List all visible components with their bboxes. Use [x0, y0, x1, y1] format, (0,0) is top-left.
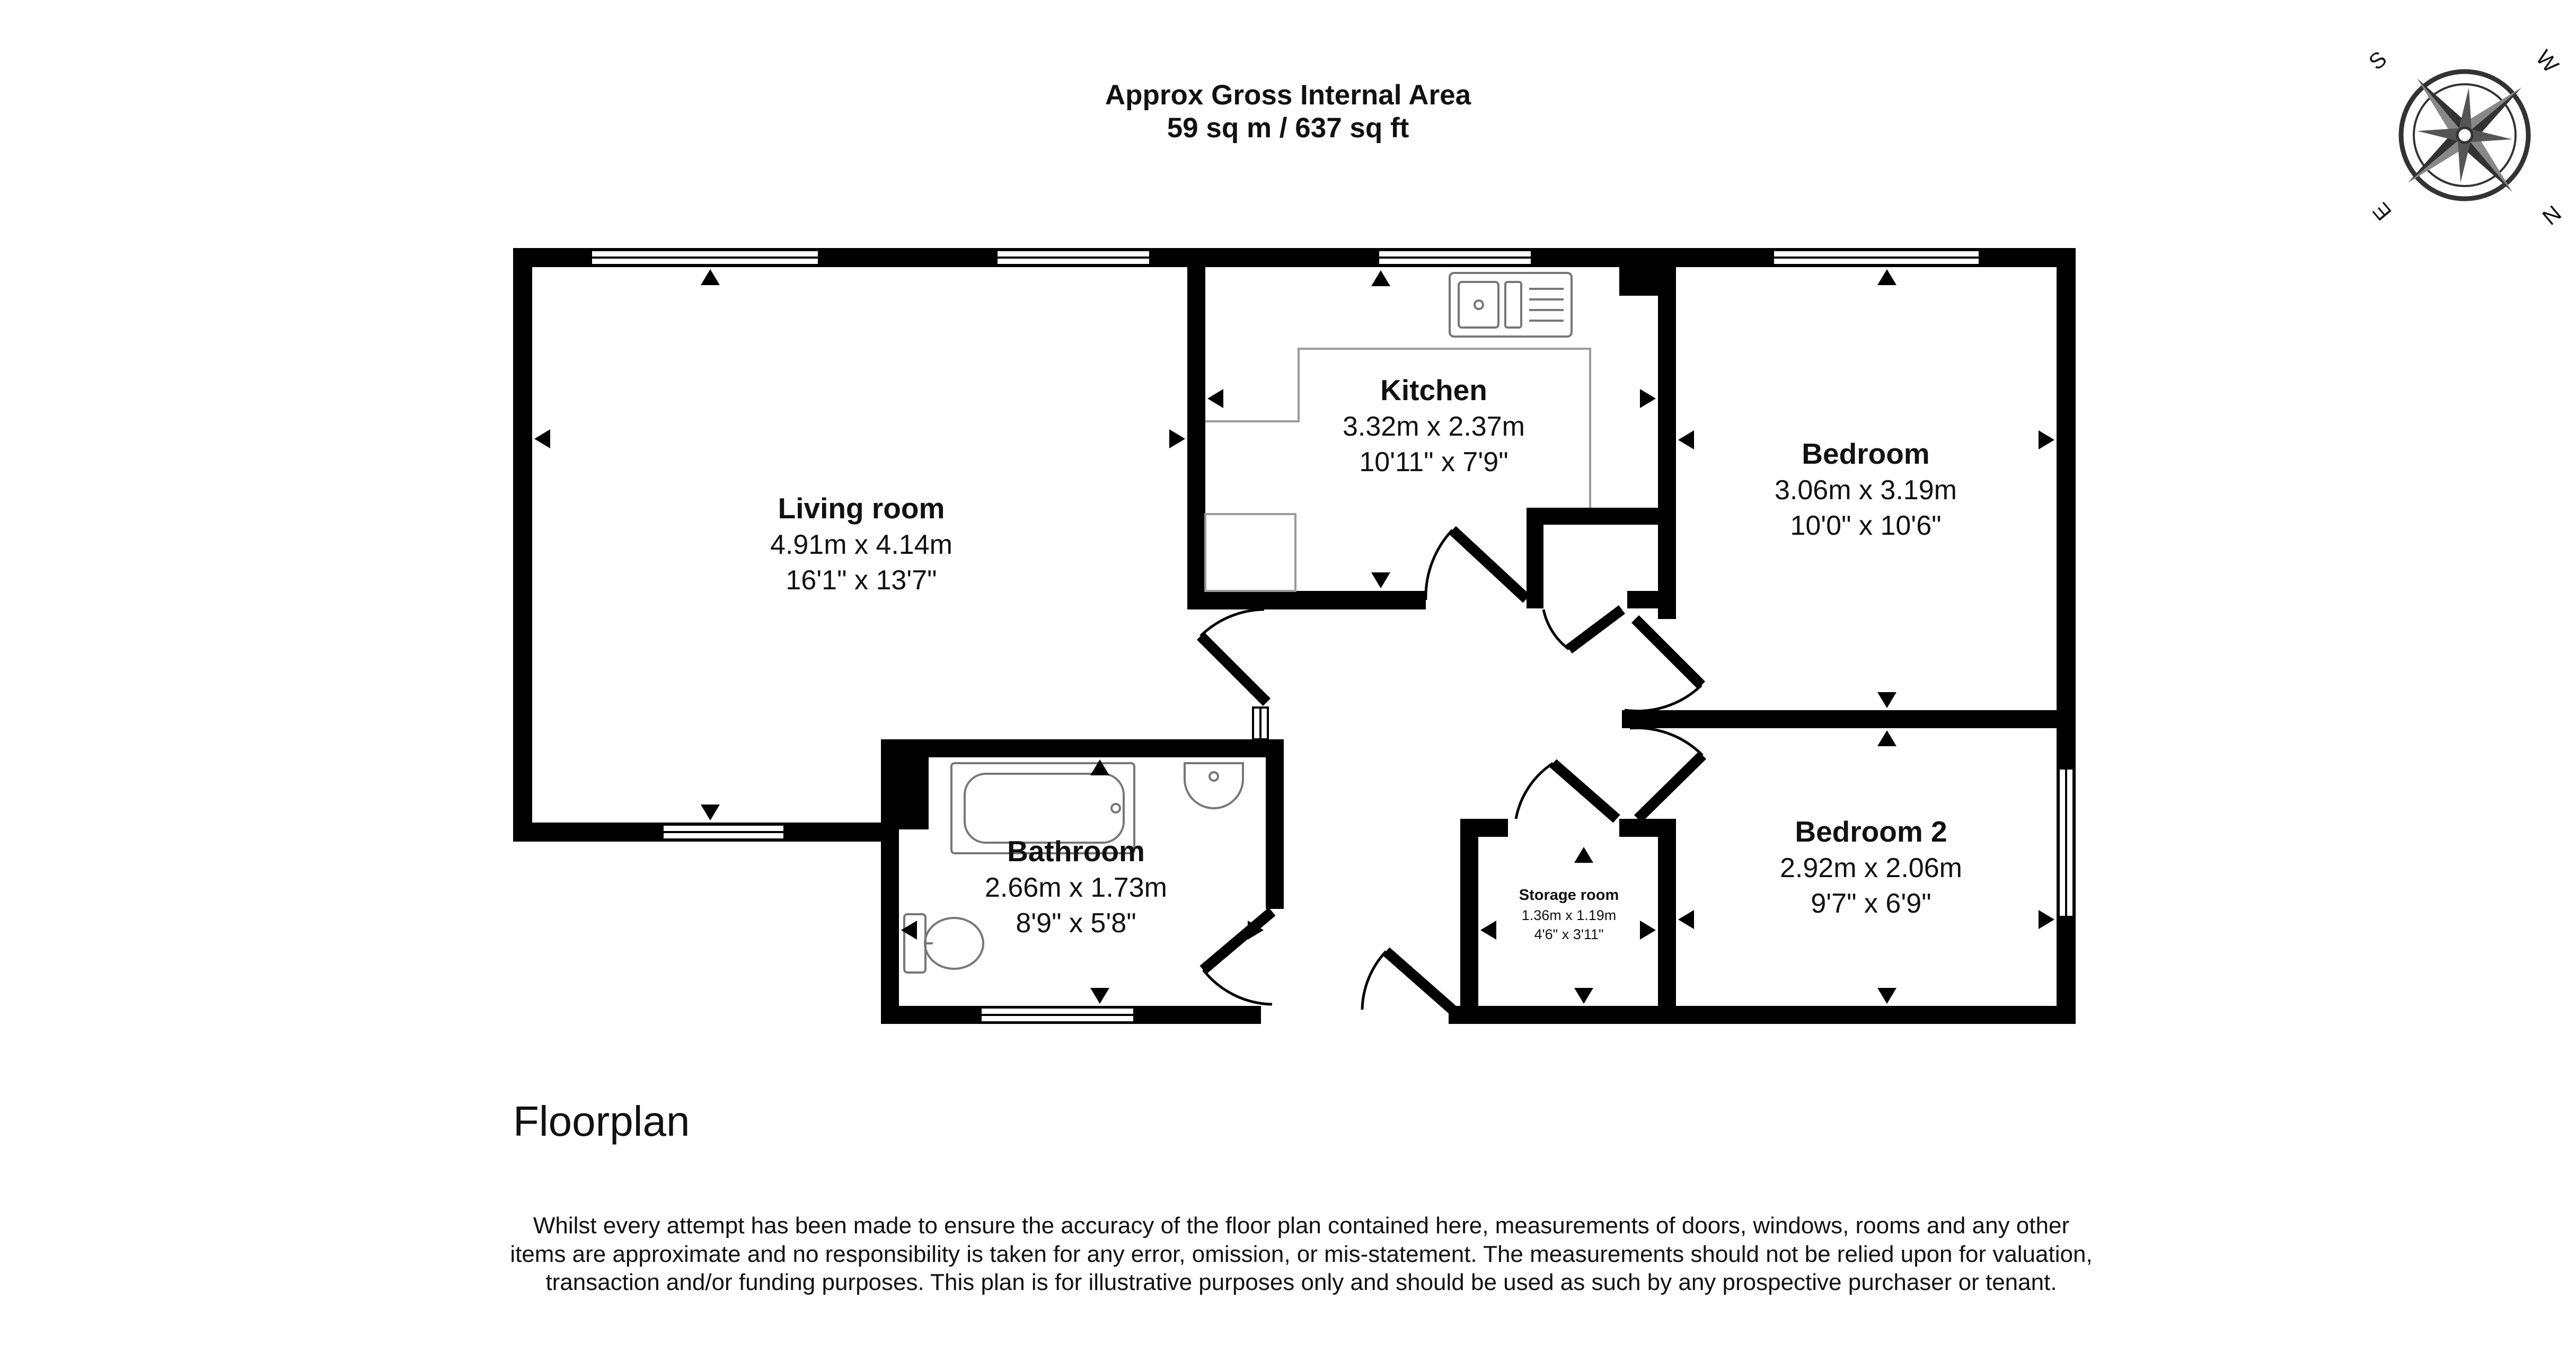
room-size-imperial: 16'1" x 13'7"	[786, 565, 937, 596]
compass-letter-n: N	[2537, 200, 2566, 230]
room-size-metric: 2.92m x 2.06m	[1780, 853, 1962, 883]
compass-letter-w: W	[2531, 45, 2564, 77]
compass-letter-e: E	[2367, 198, 2396, 226]
sink-icon	[1450, 273, 1572, 337]
room-storage	[1519, 887, 1619, 942]
room-size-metric: 2.66m x 1.73m	[985, 872, 1167, 903]
room-bedroom-2	[1780, 815, 1962, 919]
gross-area-value: 59 sq m / 637 sq ft	[1167, 112, 1409, 144]
room-name: Bedroom	[1802, 437, 1930, 470]
disclaimer-text: Whilst every attempt has been made to ensure the accuracy of the floor plan contained here, measurements of doors, windows, rooms and any other items are approximate and no responsibility is taken for any error, omission, or mis-statement. The measurements should not be relied upon for valuation, transaction and/or funding purposes. This plan is for illustrative purposes only and should be used as such by any prospective purchaser or tenant.	[510, 1213, 2093, 1296]
room-size-metric: 4.91m x 4.14m	[770, 529, 952, 560]
room-size-metric: 3.06m x 3.19m	[1775, 475, 1957, 506]
floorplan-label: Floorplan	[513, 1098, 690, 1145]
room-size-imperial: 10'11" x 7'9"	[1359, 447, 1508, 478]
room-name: Storage room	[1519, 887, 1619, 904]
compass-letter-s: S	[2363, 46, 2392, 75]
room-size-imperial: 4'6" x 3'11"	[1534, 926, 1604, 942]
room-living	[770, 492, 952, 596]
room-size-imperial: 8'9" x 5'8"	[1016, 908, 1136, 939]
room-bedroom	[1775, 437, 1957, 541]
room-size-metric: 1.36m x 1.19m	[1521, 907, 1617, 923]
gross-area-title: Approx Gross Internal Area	[1105, 79, 1471, 111]
room-name: Living room	[778, 492, 945, 525]
room-kitchen	[1343, 374, 1525, 478]
room-name: Bathroom	[1007, 835, 1145, 868]
room-size-metric: 3.32m x 2.37m	[1343, 411, 1525, 442]
room-bathroom	[985, 835, 1167, 939]
room-size-imperial: 10'0" x 10'6"	[1790, 510, 1942, 541]
room-name: Bedroom 2	[1795, 815, 1947, 848]
room-size-imperial: 9'7" x 6'9"	[1811, 888, 1931, 919]
room-name: Kitchen	[1380, 374, 1487, 406]
washbasin-icon	[1185, 763, 1243, 808]
